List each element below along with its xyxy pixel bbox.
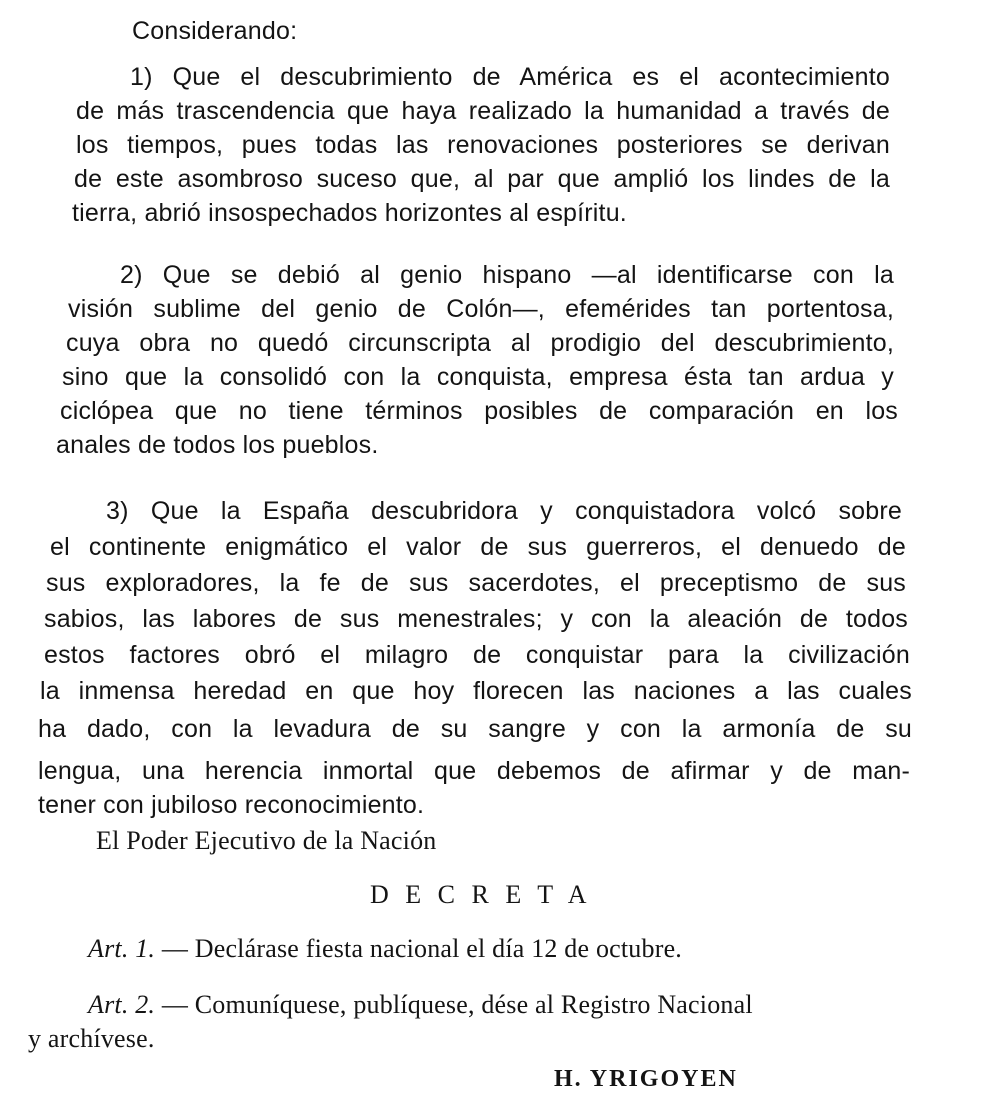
paragraph-1-line-2: de más trascendencia que haya realizado la humanidad a través de <box>76 97 890 125</box>
paragraph-2-line-2: visión sublime del genio de Colón—, efemérides tan portentosa, <box>68 295 894 323</box>
paragraph-1-line-1: 1) Que el descubrimiento de América es el acontecimiento <box>130 63 890 91</box>
decree-heading: D E C R E T A <box>370 880 592 909</box>
paragraph-3-line-6: la inmensa heredad en que hoy florecen las naciones a las cuales <box>40 677 912 705</box>
article-1 <box>88 932 682 966</box>
paragraph-1-line-4: de este asombroso suceso que, al par que amplió los lindes de la <box>74 165 890 193</box>
paragraph-3-line-3: sus exploradores, la fe de sus sacerdotes, el preceptismo de sus <box>46 569 906 597</box>
paragraph-3-line-7: ha dado, con la levadura de su sangre y con la armonía de su <box>38 715 912 743</box>
paragraph-3-line-8: lengua, una herencia inmortal que debemos de afirmar y de man- <box>38 757 910 785</box>
paragraph-2-line-3: cuya obra no quedó circunscripta al prodigio del descubrimiento, <box>66 329 894 357</box>
paragraph-3-line-4: sabios, las labores de sus menestrales; y con la aleación de todos <box>44 605 908 633</box>
paragraph-2-line-6: anales de todos los pueblos. <box>56 431 379 459</box>
paragraph-2-line-4: sino que la consolidó con la conquista, empresa ésta tan ardua y <box>62 363 894 391</box>
paragraph-1-line-5: tierra, abrió insospechados horizontes al espíritu. <box>72 199 627 227</box>
article-1-label: Art. 1. <box>88 934 156 963</box>
signature: H. YRIGOYEN <box>554 1066 738 1092</box>
paragraph-3-line-1: 3) Que la España descubridora y conquistadora volcó sobre <box>106 497 902 525</box>
paragraph-3-line-5: estos factores obró el milagro de conquistar para la civilización <box>44 641 910 669</box>
article-2 <box>88 988 753 1022</box>
article-2-text: — Comuníquese, publíquese, dése al Registro Nacional <box>161 990 753 1019</box>
considering-heading: Considerando: <box>132 17 298 45</box>
article-2-continuation: y archívese. <box>28 1024 155 1053</box>
executive-line: El Poder Ejecutivo de la Nación <box>96 826 437 855</box>
paragraph-2-line-1: 2) Que se debió al genio hispano —al identificarse con la <box>120 261 894 289</box>
paragraph-3-line-9: tener con jubiloso reconocimiento. <box>38 791 425 819</box>
paragraph-2-line-5: ciclópea que no tiene términos posibles de comparación en los <box>60 397 898 425</box>
paragraph-1-line-3: los tiempos, pues todas las renovaciones posteriores se derivan <box>76 131 890 159</box>
article-1-text: — Declárase fiesta nacional el día 12 de octubre. <box>161 934 683 963</box>
paragraph-3-line-2: el continente enigmático el valor de sus guerreros, el denuedo de <box>50 533 906 561</box>
article-2-label: Art. 2. <box>88 990 156 1019</box>
